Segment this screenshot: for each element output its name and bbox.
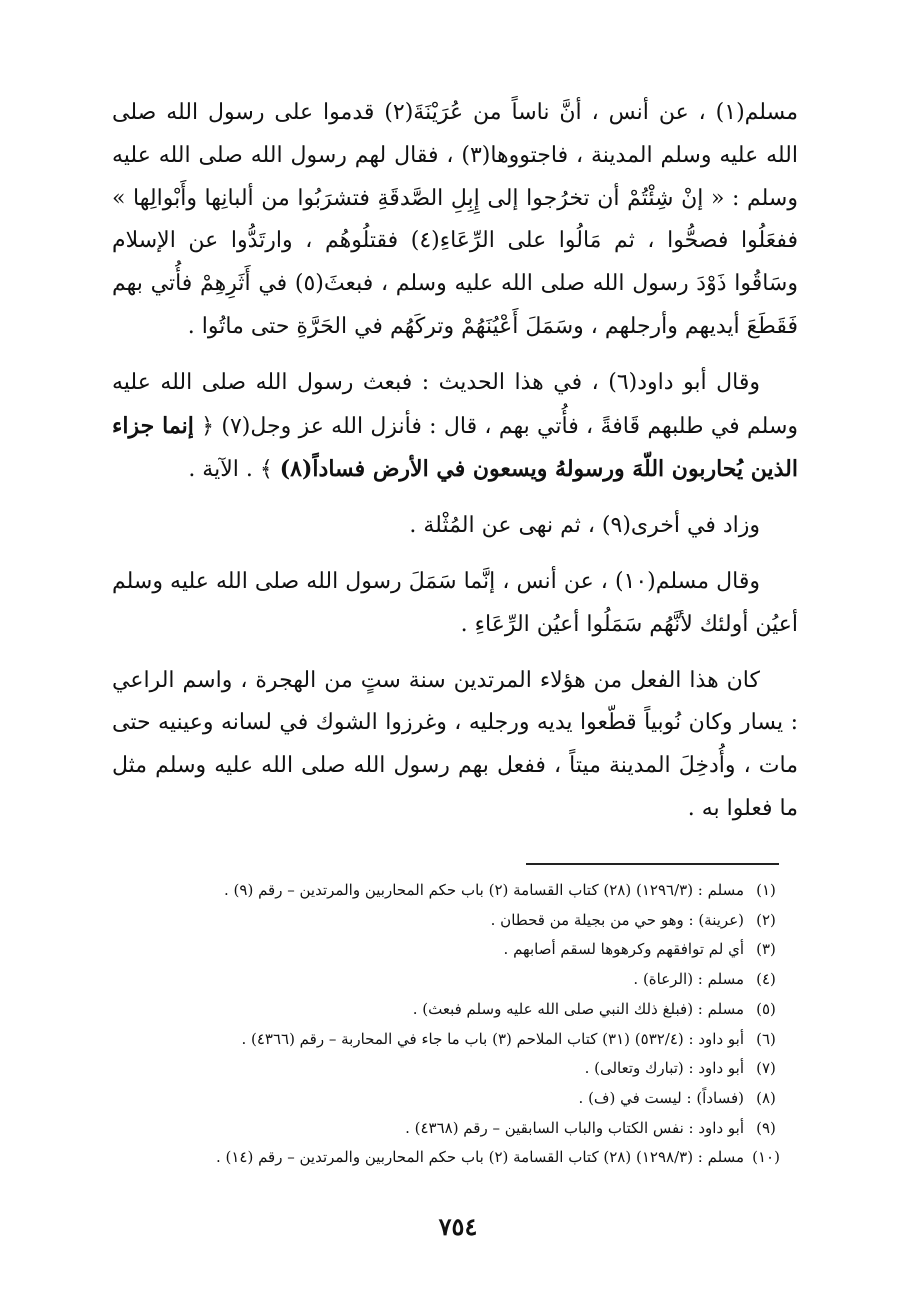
footnote-text: أبو داود : (تبارك وتعالى) . — [584, 1059, 744, 1078]
paragraph-4: وقال مسلم(١٠) ، عن أنس ، إنَّما سَمَلَ رسول الله صلى الله عليه وسلم أعيُن أولئك لأنَّهُم سَمَلُوا أعيُن الرِّعَاءِ . — [112, 568, 798, 637]
footnote-text: أبو داود : نفس الكتاب والباب السابقين – رقم (٤٣٦٨) . — [405, 1118, 744, 1137]
footnote-number: (١) — [756, 881, 776, 899]
footnote-8 — [108, 1084, 788, 1114]
footnote-4 — [108, 965, 788, 995]
paragraph-3: وزاد في أخرى(٩) ، ثم نهى عن المُثْلة . — [409, 513, 760, 539]
quran-quote: إنما جزاء الذين يُحاربون اللّهَ ورسولهُ ويسعون في الأرض فساداً(٨) — [112, 412, 798, 483]
footnote-text: أي لم توافقهم وكرهوها لسقم أصابهم . — [503, 940, 744, 959]
footnote-text: مسلم : (فبلغ ذلك النبي صلى الله عليه وسلم فبعث) . — [412, 999, 744, 1018]
paragraph-1: مسلم(١) ، عن أنس ، أنَّ ناساً من عُرَيْنَةَ(٢) قدموا على رسول الله صلى الله عليه وسلم المدينة ، فاجتووها(٣) ، فقال لهم رسول الله صلى الله عليه وسلم : « إنْ شِئْتُمْ أن تخرُجوا إلى إِبِلِ الصَّدقَةِ فتشرَبُوا من ألبانِها وأَبْوالِها » ففعَلُوا فصحُّوا ، ثم مَالُوا على الرِّعَاءِ(٤) فقتلُوهُم ، وارتَدُّوا عن الإسلام وسَاقُوا ذَوْدَ رسول الله صلى الله عليه وسلم ، فبعثَ(٥) في أَثَرِهِمْ فأُتي بهم فَقَطَعَ أيديهم وأرجلهم ، وسَمَلَ أَعْيُنَهُمْ وتركَهُم في الحَرَّةِ حتى ماتُوا . — [112, 100, 798, 339]
footnote-3 — [108, 935, 788, 965]
footnote-number: (٧) — [756, 1059, 776, 1078]
footnote-number: (٤) — [756, 970, 776, 989]
paragraph-2-end: ﴾ . الآية . — [188, 457, 273, 483]
footnote-number: (٥) — [756, 999, 776, 1018]
main-text — [112, 92, 798, 831]
footnote-text: مسلم : (الرعاة) . — [633, 970, 744, 989]
page-number: ٧٥٤ — [438, 1212, 478, 1241]
footnote-text: مسلم : (١٢٩٦/٣) (٢٨) كتاب القسامة (٢) باب حكم المحاربين والمرتدين – رقم (٩) . — [224, 881, 744, 899]
footnote-7 — [108, 1054, 788, 1084]
footnote-text: أبو داود : (٥٣٢/٤) (٣١) كتاب الملاحم (٣) باب ما جاء في المحاربة – رقم (٤٣٦٦) . — [241, 1029, 744, 1048]
footnote-1 — [108, 876, 788, 906]
footnote-divider — [526, 863, 779, 865]
paragraph-2-start: وقال أبو داود(٦) ، في هذا الحديث : فبعث رسول الله صلى الله عليه وسلم في طلبهم قَافةً ، فأُتي بهم ، قال : فأنزل الله عز وجل(٧) ﴿ — [112, 369, 798, 439]
footnotes-list — [108, 876, 788, 1173]
footnote-number: (١٠) — [752, 1148, 780, 1167]
paragraph-2 — [112, 362, 798, 492]
footnote-9 — [108, 1114, 788, 1144]
footnote-text: (فساداً) : ليست في (ف) . — [578, 1088, 744, 1107]
footnote-number: (٢) — [756, 910, 776, 929]
footnote-5 — [108, 995, 788, 1025]
footnote-number: (٣) — [756, 940, 776, 959]
footnote-number: (٨) — [756, 1088, 776, 1107]
footnote-number: (٩) — [756, 1118, 776, 1137]
paragraph-5: كان هذا الفعل من هؤلاء المرتدين سنة ستٍ من الهجرة ، واسم الراعي : يسار وكان نُوبياً قطّعوا يديه ورجليه ، وغرزوا الشوك في لسانه وعينيه حتى مات ، وأُدخِلَ المدينة ميتاً ، ففعل بهم رسول الله صلى الله عليه وسلم مثل ما فعلوا به . — [112, 667, 798, 821]
footnote-number: (٦) — [756, 1029, 776, 1048]
footnote-text: مسلم : (١٢٩٨/٣) (٢٨) كتاب القسامة (٢) باب حكم المحاربين والمرتدين – رقم (١٤) . — [215, 1148, 744, 1167]
footnote-text: (عرينة) : وهو حي من بجيلة من قحطان . — [490, 910, 744, 929]
footnote-10 — [108, 1143, 788, 1173]
footnote-2 — [108, 906, 788, 936]
footnote-6 — [108, 1025, 788, 1055]
